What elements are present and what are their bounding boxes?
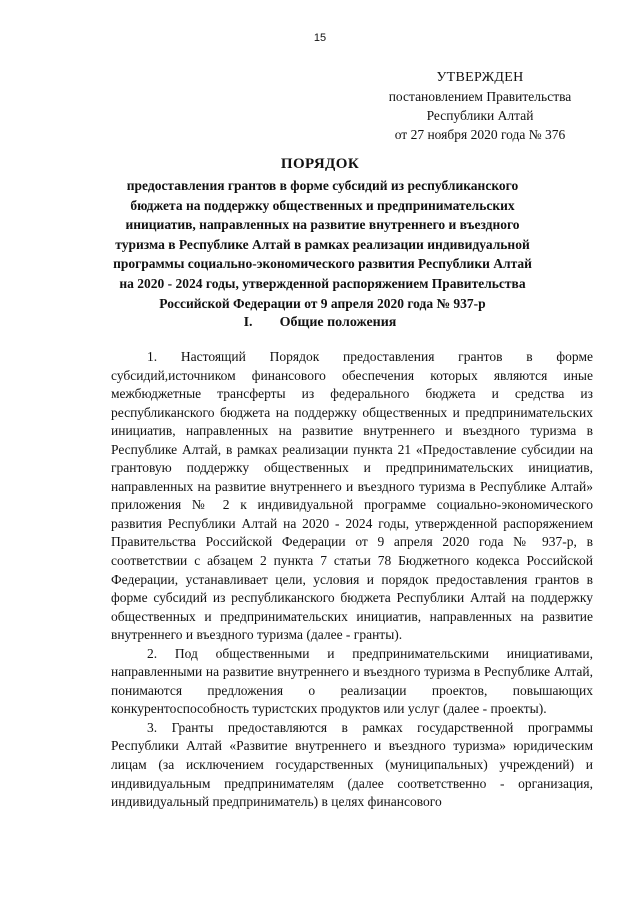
approval-line-1: постановлением Правительства <box>388 89 572 104</box>
section-title: Общие положения <box>279 315 397 330</box>
page-number: 15 <box>313 32 327 44</box>
section-heading <box>0 315 640 331</box>
document-subtitle: предоставления грантов в форме субсидий из республиканского бюджета на поддержку общественных и предпринимательских инициатив, направленных на развитие внутреннего и въездного туризма в Республике Алтай в рамках реализации индивидуальной программы социально-экономического развития Республики Алтай на 2020 - 2024 годы, утвержденной распоряжением Правительства Российской Федерации от 9 апреля 2020 года № 937-р <box>113 178 532 311</box>
approval-line-3: от 27 ноября 2020 года № 376 <box>394 127 566 142</box>
paragraph-3: 3. Гранты предоставляются в рамках государственной программы Республики Алтай «Развитие внутреннего и въездного туризма» юридическим лицам (за исключением государственных (муниципальных) учреждений) и индивидуальным предпринимателям (далее соответственно - организация, индивидуальный предприниматель) в целях финансового <box>111 719 593 810</box>
approval-stamp: УТВЕРЖДЕН <box>436 70 524 85</box>
paragraph-1: 1. Настоящий Порядок предоставления грантов в форме субсидий,источником финансового обеспечения которых являются иные межбюджетные трансферты из федерального бюджета и средства из республиканского бюджета на поддержку общественных и предпринимательских инициатив, направленных на развитие внутреннего и въездного туризма в Республике Алтай, в рамках реализации пункта 21 «Предоставление субсидии на грантовую поддержку общественных и предпринимательских инициатив, направленных на развитие внутреннего и въездного туризма в Республике Алтай» приложения № 2 к индивидуальной программе социально-экономического развития Республики Алтай на 2020 - 2024 годы, утвержденной распоряжением Правительства Российской Федерации от 9 апреля 2020 года № 937-р, в соответствии с абзацем 2 пункта 7 статьи 78 Бюджетного кодекса Российской Федерации, устанавливает цели, условия и порядок предоставления грантов в форме субсидий из республиканского бюджета Республики Алтай на поддержку общественных и предпринимательских инициатив, направленных на развитие внутреннего и въездного туризма (далее - гранты). <box>111 349 593 643</box>
document-body <box>111 348 593 812</box>
paragraph-2: 2. Под общественными и предпринимательскими инициативами, направленными на развитие внутреннего и въездного туризма в Республике Алтай, понимаются предложения о реализации проектов, повышающих конкурентоспособность туристских продуктов или услуг (далее - проекты). <box>111 645 593 717</box>
approval-line-2: Республики Алтай <box>426 108 534 123</box>
approval-block <box>374 68 586 144</box>
document-title: ПОРЯДОК <box>280 156 360 172</box>
section-number: I. <box>243 315 253 330</box>
